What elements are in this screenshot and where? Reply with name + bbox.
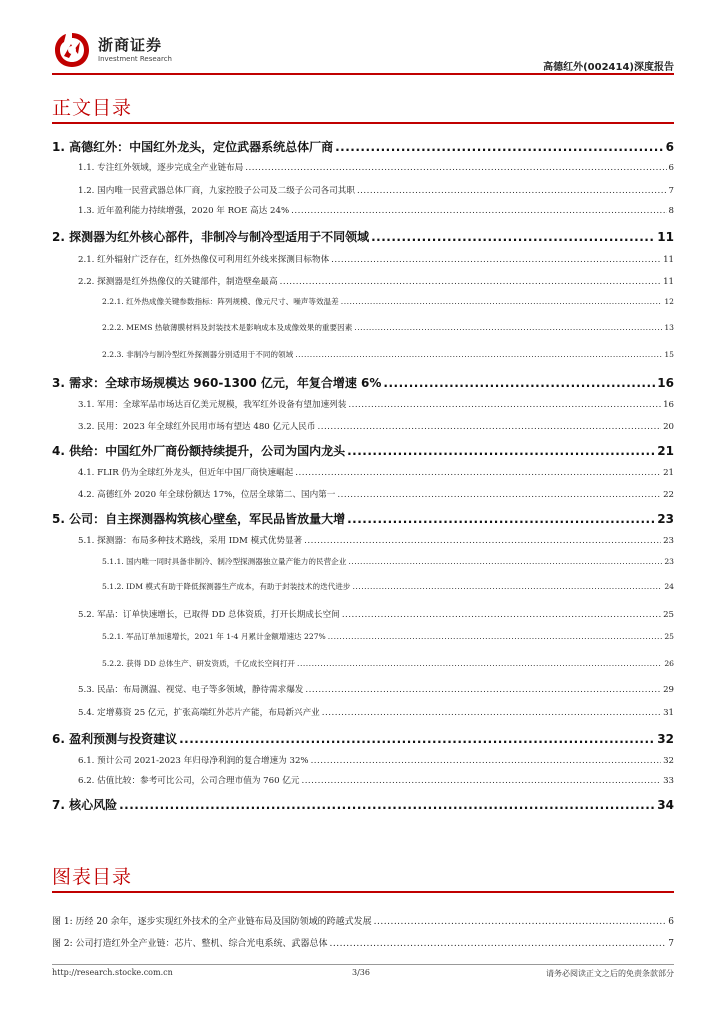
toc-entry-page: 21: [663, 468, 674, 478]
toc-entry-label: 1.2. 国内唯一民营武器总体厂商，九家控股子公司及二级子公司各司其职: [78, 186, 355, 196]
toc-entry-page: 20: [663, 422, 674, 432]
toc-entry-label: 5.2.1. 军品订单加速增长，2021 年 1-4 月累计金额增速达 227%: [102, 632, 326, 641]
figure-entry-page: 6: [668, 917, 674, 927]
toc-entry-label: 2.2.1. 红外热成像关键参数指标：阵列规模、像元尺寸、噪声等效温差: [102, 297, 339, 306]
toc-entry-label: 6. 盈利预测与投资建议: [52, 732, 178, 746]
toc-entry-label: 5.1.1. 国内唯一同时具备非制冷、制冷型探测器独立量产能力的民营企业: [102, 557, 347, 566]
figure-entry[interactable]: [52, 936, 674, 949]
figure-entry-label: 图 1: 历经 20 余年，逐步实现红外技术的全产业链布局及国防领域的跨越式发展: [52, 917, 372, 927]
toc-entry-page: 26: [664, 659, 674, 668]
toc-entry-page: 12: [664, 297, 674, 306]
toc-entry-page: 6: [665, 140, 674, 154]
toc-entry-label: 2.2.2. MEMS 热敏薄膜材料及封装技术是影响成本及成像效果的重要因素: [102, 323, 353, 332]
toc-entry-label: 1.3. 近年盈利能力持续增强，2020 年 ROE 高达 24%: [78, 206, 290, 216]
toc-entry-label: 6.1. 预计公司 2021-2023 年归母净利润的复合增速为 32%: [78, 756, 309, 766]
figures-heading: 图表目录: [52, 866, 133, 888]
toc-entry-page: 11: [657, 230, 674, 244]
toc-entry-label: 5.2. 军品：订单快速增长，已取得 DD 总体资质，打开长期成长空间: [78, 610, 340, 620]
toc-entry-label: 5.2.2. 获得 DD 总体生产、研发资质，千亿成长空间打开: [102, 659, 296, 668]
toc-entry-label: 5.1. 探测器：布局多种技术路线，采用 IDM 模式优势显著: [78, 536, 303, 546]
figure-entry-page: 7: [668, 939, 674, 949]
toc-entry-page: 16: [657, 376, 674, 390]
toc-entry-label: 5.1.2. IDM 模式有助于降低探测器生产成本，有助于封装技术的迭代进步: [102, 582, 351, 591]
toc-entry-page: 29: [663, 685, 674, 695]
toc-entry-page: 34: [657, 798, 674, 812]
toc-heading: 正文目录: [52, 97, 133, 119]
figure-leader-dots: [329, 939, 666, 948]
footer-url[interactable]: http://research.stocke.com.cn: [52, 968, 173, 977]
figure-list: [52, 0, 674, 960]
toc-entry-label: 6.2. 估值比较：参考可比公司，公司合理市值为 760 亿元: [78, 776, 300, 786]
toc-entry-label: 2.2.3. 非制冷与制冷型红外探测器分别适用于不同的领域: [102, 350, 294, 359]
toc-entry-label: 2. 探测器为红外核心部件，非制冷与制冷型适用于不同领域: [52, 230, 370, 244]
footer-disclaimer: 请务必阅读正文之后的免责条款部分: [546, 969, 674, 978]
toc-entry-page: 23: [657, 512, 674, 526]
toc-entry-page: 7: [668, 186, 674, 196]
toc-entry-label: 3. 需求：全球市场规模达 960-1300 亿元，年复合增速 6%: [52, 376, 382, 390]
toc-entry-label: 3.2. 民用：2023 年全球红外民用市场有望达 480 亿元人民币: [78, 422, 316, 432]
toc-entry-page: 23: [664, 557, 674, 566]
toc-entry-page: 11: [663, 277, 674, 287]
toc-entry-page: 22: [663, 490, 674, 500]
report-title: 高德红外(002414)深度报告: [543, 62, 674, 73]
toc-entry-page: 13: [664, 323, 674, 332]
toc-entry-label: 4.2. 高德红外 2020 年全球份额达 17%，位居全球第二、国内第一: [78, 490, 336, 500]
toc-entry-label: 4. 供给：中国红外厂商份额持续提升，公司为国内龙头: [52, 444, 346, 458]
footer-page-number: 3/36: [352, 968, 370, 977]
toc-entry-page: 25: [663, 610, 674, 620]
toc-entry-page: 24: [664, 582, 674, 591]
toc-entry-label: 3.1. 军用：全球军品市场达百亿美元规模，我军红外设备有望加速列装: [78, 400, 347, 410]
logo-name-cn: 浙商证券: [98, 35, 163, 54]
figure-entry[interactable]: [52, 914, 674, 927]
toc-entry-label: 1. 高德红外：中国红外龙头，定位武器系统总体厂商: [52, 140, 334, 154]
toc-entry-page: 6: [668, 163, 674, 173]
toc-entry-page: 11: [663, 255, 674, 265]
toc-entry-label: 2.2. 探测器是红外热像仪的关键部件，制造壁垒最高: [78, 277, 278, 287]
toc-entry-page: 31: [663, 708, 674, 718]
toc-entry-label: 2.1. 红外辐射广泛存在，红外热像仪可利用红外线来探测目标物体: [78, 255, 330, 265]
figure-leader-dots: [374, 917, 667, 926]
toc-entry-page: 23: [663, 536, 674, 546]
toc-entry-page: 8: [668, 206, 674, 216]
toc-entry-label: 5. 公司：自主探测器构筑核心壁垒，军民品皆放量大增: [52, 512, 346, 526]
toc-entry-label: 4.1. FLIR 仍为全球红外龙头，但近年中国厂商快速崛起: [78, 468, 294, 478]
figure-entry-label: 图 2: 公司打造红外全产业链：芯片、整机、综合光电系统、武器总体: [52, 939, 328, 949]
toc-entry-page: 32: [657, 732, 674, 746]
toc-entry-page: 21: [657, 444, 674, 458]
toc-entry-page: 16: [663, 400, 674, 410]
toc-entry-label: 5.4. 定增募资 25 亿元，扩张高端红外芯片产能，布局新兴产业: [78, 708, 320, 718]
toc-entry-page: 33: [663, 776, 674, 786]
toc-entry-label: 5.3. 民品：布局测温、视觉、电子等多领域，静待需求爆发: [78, 685, 304, 695]
toc-entry-label: 1.1. 专注红外领域，逐步完成全产业链布局: [78, 163, 244, 173]
toc-entry-page: 32: [663, 756, 674, 766]
logo-name-en: Investment Research: [98, 54, 172, 63]
toc-entry-page: 25: [664, 632, 674, 641]
footer-divider: [52, 964, 674, 965]
toc-entry-label: 7. 核心风险: [52, 798, 118, 812]
toc-entry-page: 15: [664, 350, 674, 359]
